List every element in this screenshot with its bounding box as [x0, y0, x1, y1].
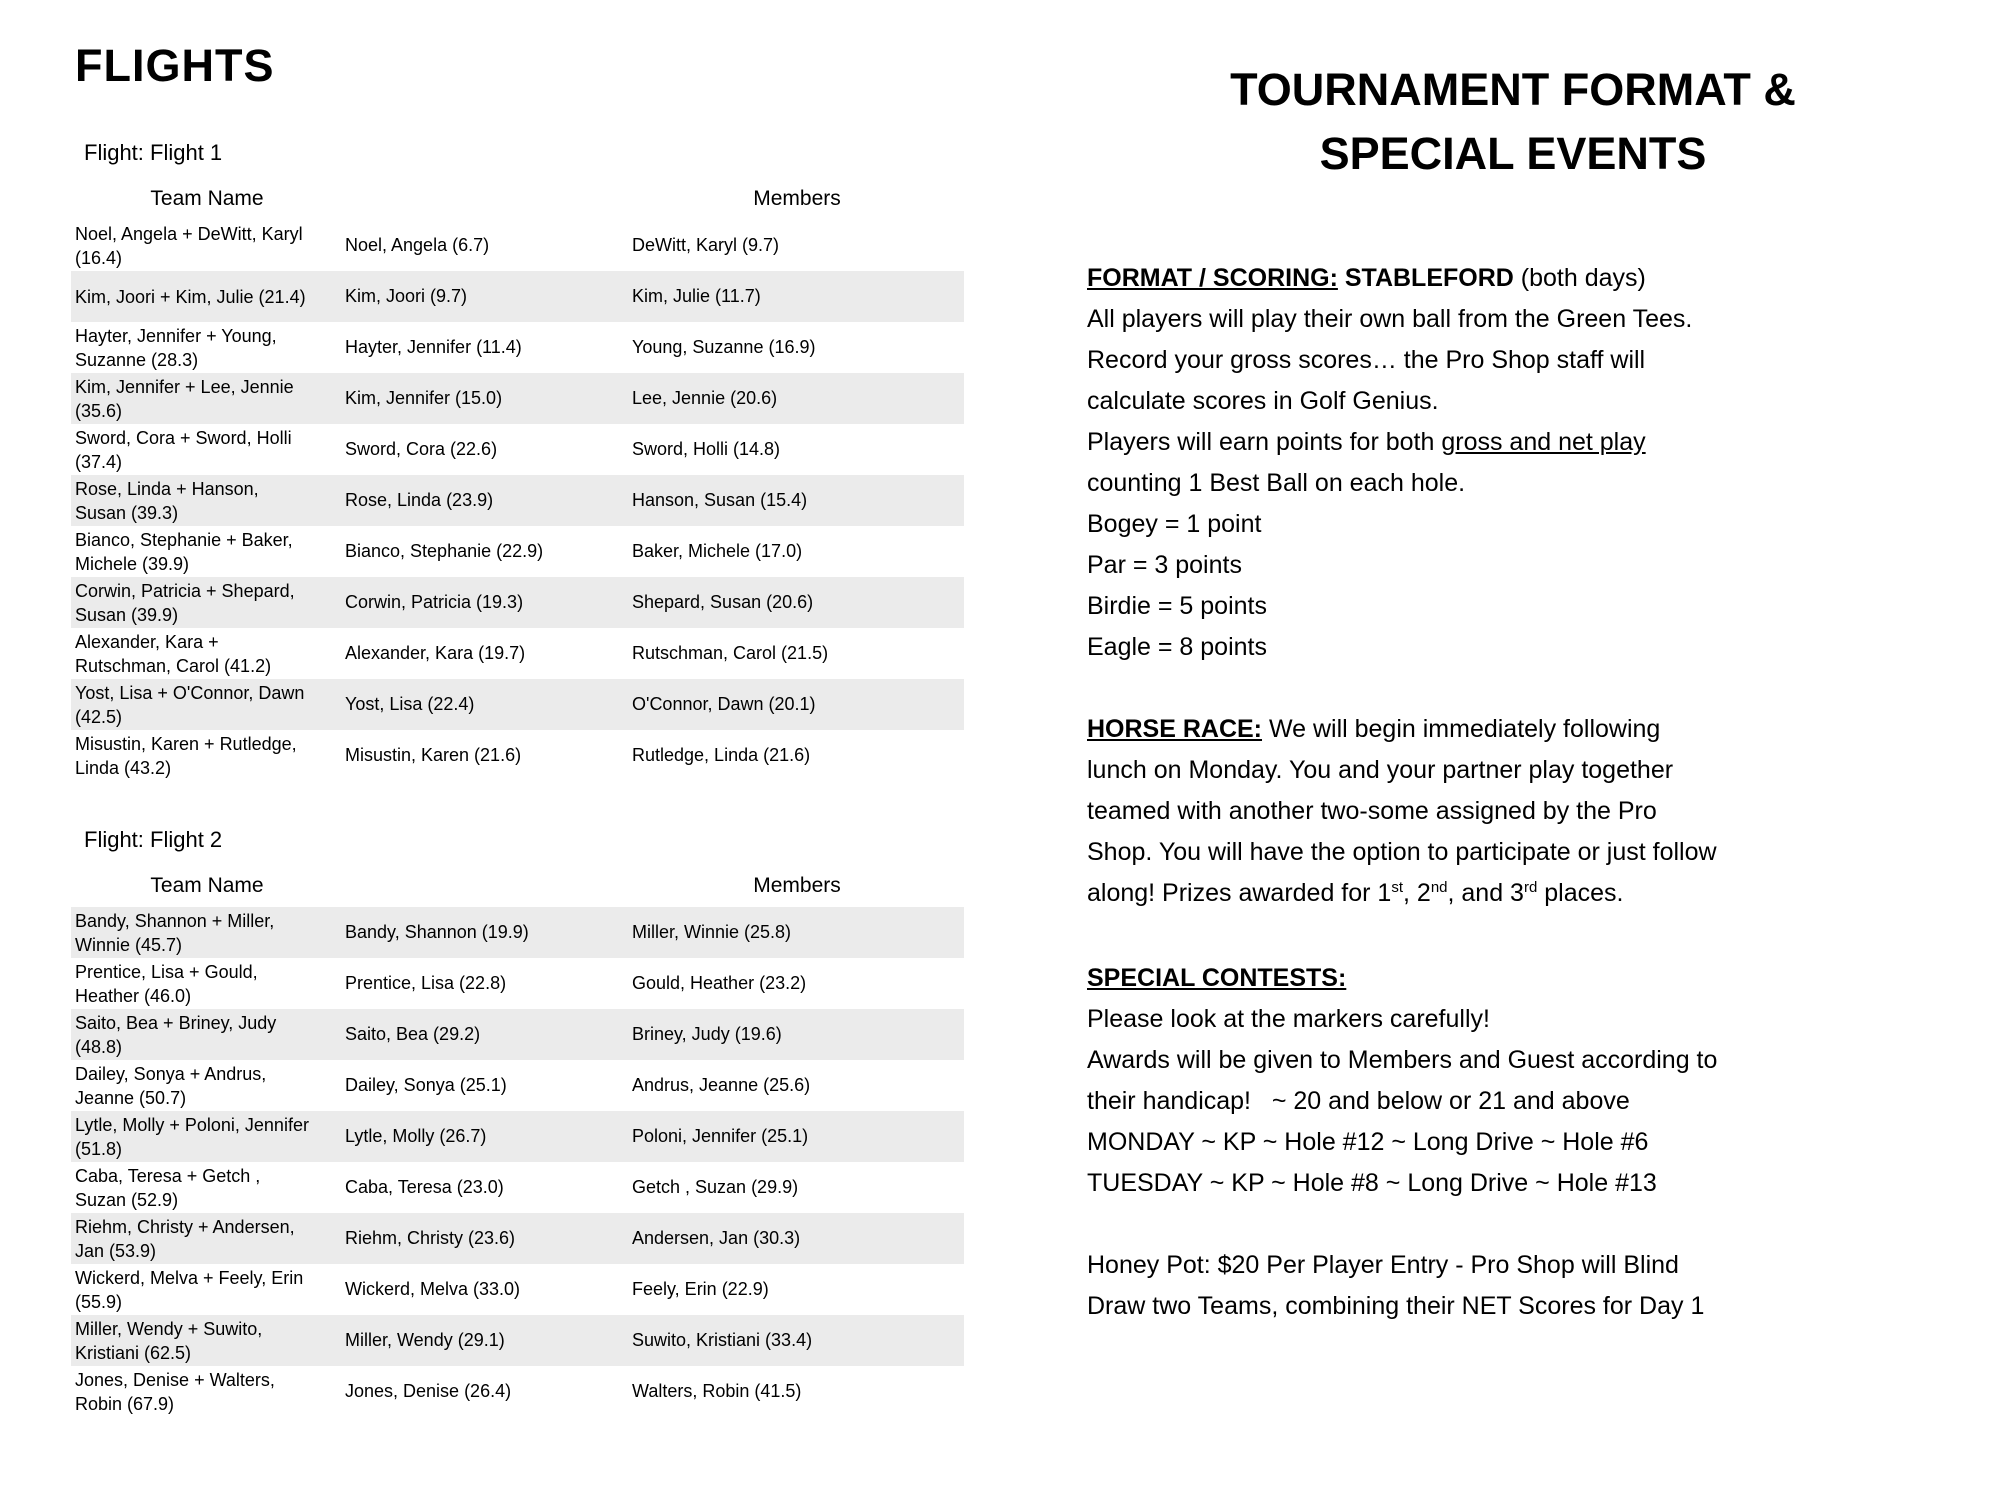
team-name-cell: Hayter, Jennifer + Young, Suzanne (28.3) — [75, 325, 277, 370]
team-row — [71, 1366, 964, 1417]
text-line: Honey Pot: $20 Per Player Entry - Pro Shop will Blind — [1087, 1251, 1679, 1279]
text-line: Draw two Teams, combining their NET Scores for Day 1 — [1087, 1292, 1705, 1320]
team-name-cell: Rose, Linda + Hanson, Susan (39.3) — [75, 478, 259, 523]
team-row — [71, 1213, 964, 1264]
team-name-column-header: Team Name — [150, 874, 264, 897]
team-row — [71, 373, 964, 424]
team-name-cell: Lytle, Molly + Poloni, Jennifer (51.8) — [75, 1114, 309, 1159]
text-line: All players will play their own ball from the Green Tees. — [1087, 305, 1693, 333]
member2-cell: Andrus, Jeanne (25.6) — [632, 1075, 811, 1095]
flight-label: Flight: Flight 1 — [84, 140, 223, 165]
team-name-cell: Alexander, Kara + Rutschman, Carol (41.2) — [75, 631, 272, 676]
member1-cell: Miller, Wendy (29.1) — [345, 1330, 505, 1350]
team-name-cell: Noel, Angela + DeWitt, Karyl (16.4) — [75, 223, 303, 268]
text-line: Please look at the markers carefully! — [1087, 1005, 1490, 1033]
team-name-cell: Jones, Denise + Walters, Robin (67.9) — [75, 1369, 275, 1414]
team-name-cell: Miller, Wendy + Suwito, Kristiani (62.5) — [75, 1318, 263, 1363]
team-name-cell: Bianco, Stephanie + Baker, Michele (39.9) — [75, 529, 293, 574]
member1-cell: Bandy, Shannon (19.9) — [345, 922, 529, 942]
text-line: lunch on Monday. You and your partner play together — [1087, 756, 1674, 784]
team-name-column-header: Team Name — [150, 187, 264, 210]
member1-cell: Misustin, Karen (21.6) — [345, 745, 522, 765]
format-title-line1: TOURNAMENT FORMAT & — [1230, 64, 1796, 115]
text-line: Players will earn points for both gross and net play — [1087, 428, 1646, 456]
member2-cell: Feely, Erin (22.9) — [632, 1279, 769, 1299]
text-line: Birdie = 5 points — [1087, 592, 1267, 620]
member1-cell: Wickerd, Melva (33.0) — [345, 1279, 521, 1299]
flight-table — [71, 907, 964, 1417]
text-line: teamed with another two-some assigned by the Pro — [1087, 797, 1657, 825]
text-line: Eagle = 8 points — [1087, 633, 1267, 661]
team-name-cell: Riehm, Christy + Andersen, Jan (53.9) — [75, 1216, 295, 1261]
team-name-cell: Yost, Lisa + O'Connor, Dawn (42.5) — [75, 682, 305, 727]
member2-cell: Walters, Robin (41.5) — [632, 1381, 802, 1401]
member2-cell: Poloni, Jennifer (25.1) — [632, 1126, 809, 1146]
member2-cell: DeWitt, Karyl (9.7) — [632, 235, 780, 255]
member2-cell: Baker, Michele (17.0) — [632, 541, 803, 561]
text-line: counting 1 Best Ball on each hole. — [1087, 469, 1466, 497]
text-line: Record your gross scores… the Pro Shop staff will — [1087, 346, 1646, 374]
team-row — [71, 1009, 964, 1060]
member2-cell: Rutledge, Linda (21.6) — [632, 745, 811, 765]
flight-table — [71, 220, 964, 781]
team-row — [71, 730, 964, 781]
member1-cell: Yost, Lisa (22.4) — [345, 694, 475, 714]
member1-cell: Dailey, Sonya (25.1) — [345, 1075, 507, 1095]
team-row — [71, 628, 964, 679]
team-name-cell: Sword, Cora + Sword, Holli (37.4) — [75, 427, 292, 472]
text-line: HORSE RACE: We will begin immediately following — [1087, 715, 1661, 743]
table-header-row — [71, 184, 964, 214]
team-row — [71, 271, 964, 322]
flight-section-2 — [71, 827, 964, 1417]
team-name-cell: Corwin, Patricia + Shepard, Susan (39.9) — [75, 580, 295, 625]
member2-cell: O'Connor, Dawn (20.1) — [632, 694, 816, 714]
member1-cell: Rose, Linda (23.9) — [345, 490, 494, 510]
member1-cell: Lytle, Molly (26.7) — [345, 1126, 487, 1146]
team-row — [71, 1162, 964, 1213]
team-name-cell: Misustin, Karen + Rutledge, Linda (43.2) — [75, 733, 297, 778]
horse-race-block — [1087, 709, 1939, 917]
team-row — [71, 1060, 964, 1111]
member1-cell: Sword, Cora (22.6) — [345, 439, 498, 459]
team-row — [71, 679, 964, 730]
flights-panel — [71, 40, 964, 1417]
honey-pot-block — [1087, 1245, 1939, 1327]
member1-cell: Hayter, Jennifer (11.4) — [345, 337, 522, 357]
text-line: calculate scores in Golf Genius. — [1087, 387, 1439, 415]
format-title — [1087, 58, 1939, 186]
format-content — [1087, 258, 1939, 1327]
text-line: TUESDAY ~ KP ~ Hole #8 ~ Long Drive ~ Hole #13 — [1087, 1169, 1657, 1197]
member1-cell: Prentice, Lisa (22.8) — [345, 973, 507, 993]
member1-cell: Jones, Denise (26.4) — [345, 1381, 512, 1401]
team-name-cell: Wickerd, Melva + Feely, Erin (55.9) — [75, 1267, 304, 1312]
text-line: FORMAT / SCORING: STABLEFORD (both days) — [1087, 264, 1646, 292]
member1-cell: Bianco, Stephanie (22.9) — [345, 541, 544, 561]
text-line: MONDAY ~ KP ~ Hole #12 ~ Long Drive ~ Hole #6 — [1087, 1128, 1649, 1156]
format-panel — [1087, 58, 1939, 1327]
member2-cell: Gould, Heather (23.2) — [632, 973, 807, 993]
team-name-cell: Kim, Joori + Kim, Julie (21.4) — [75, 286, 306, 307]
member2-cell: Miller, Winnie (25.8) — [632, 922, 792, 942]
member2-cell: Shepard, Susan (20.6) — [632, 592, 814, 612]
member2-cell: Kim, Julie (11.7) — [632, 286, 761, 306]
member2-cell: Young, Suzanne (16.9) — [632, 337, 816, 357]
text-line: their handicap! ~ 20 and below or 21 and above — [1087, 1087, 1630, 1115]
team-row — [71, 220, 964, 271]
team-name-cell: Bandy, Shannon + Miller, Winnie (45.7) — [75, 910, 275, 955]
text-line: Shop. You will have the option to participate or just follow — [1087, 838, 1717, 866]
team-name-cell: Caba, Teresa + Getch , Suzan (52.9) — [75, 1165, 261, 1210]
text-line: along! Prizes awarded for 1st, 2nd, and 3rd places. — [1087, 879, 1624, 907]
member2-cell: Getch , Suzan (29.9) — [632, 1177, 799, 1197]
team-name-cell: Prentice, Lisa + Gould, Heather (46.0) — [75, 961, 258, 1006]
text-line: Bogey = 1 point — [1087, 510, 1262, 538]
text-line: SPECIAL CONTESTS: — [1087, 964, 1347, 992]
team-name-cell: Dailey, Sonya + Andrus, Jeanne (50.7) — [75, 1063, 267, 1108]
team-row — [71, 1264, 964, 1315]
member2-cell: Andersen, Jan (30.3) — [632, 1228, 801, 1248]
team-row — [71, 1315, 964, 1366]
format-scoring-block — [1087, 258, 1939, 668]
member1-cell: Corwin, Patricia (19.3) — [345, 592, 524, 612]
special-contests-block — [1087, 958, 1939, 1204]
member1-cell: Alexander, Kara (19.7) — [345, 643, 526, 663]
member1-cell: Kim, Joori (9.7) — [345, 286, 468, 306]
member2-cell: Briney, Judy (19.6) — [632, 1024, 782, 1044]
flights-list — [71, 140, 964, 1417]
member1-cell: Caba, Teresa (23.0) — [345, 1177, 504, 1197]
team-row — [71, 526, 964, 577]
text-line: Awards will be given to Members and Guest according to — [1087, 1046, 1718, 1074]
member1-cell: Saito, Bea (29.2) — [345, 1024, 481, 1044]
member2-cell: Suwito, Kristiani (33.4) — [632, 1330, 813, 1350]
team-name-cell: Kim, Jennifer + Lee, Jennie (35.6) — [75, 376, 294, 421]
format-title-line2: SPECIAL EVENTS — [1319, 128, 1707, 179]
text-line: Par = 3 points — [1087, 551, 1242, 579]
team-name-cell: Saito, Bea + Briney, Judy (48.8) — [75, 1012, 277, 1057]
flights-title: FLIGHTS — [75, 40, 275, 91]
member1-cell: Riehm, Christy (23.6) — [345, 1228, 516, 1248]
member2-cell: Hanson, Susan (15.4) — [632, 490, 808, 510]
table-header-row — [71, 871, 964, 901]
member1-cell: Noel, Angela (6.7) — [345, 235, 490, 255]
team-row — [71, 322, 964, 373]
team-row — [71, 475, 964, 526]
team-row — [71, 907, 964, 958]
flight-label: Flight: Flight 2 — [84, 827, 223, 852]
team-row — [71, 1111, 964, 1162]
team-row — [71, 577, 964, 628]
member2-cell: Sword, Holli (14.8) — [632, 439, 781, 459]
members-column-header: Members — [753, 187, 841, 210]
member2-cell: Lee, Jennie (20.6) — [632, 388, 778, 408]
members-column-header: Members — [753, 874, 841, 897]
member1-cell: Kim, Jennifer (15.0) — [345, 388, 503, 408]
team-row — [71, 424, 964, 475]
member2-cell: Rutschman, Carol (21.5) — [632, 643, 829, 663]
team-row — [71, 958, 964, 1009]
flight-section-1 — [71, 140, 964, 781]
